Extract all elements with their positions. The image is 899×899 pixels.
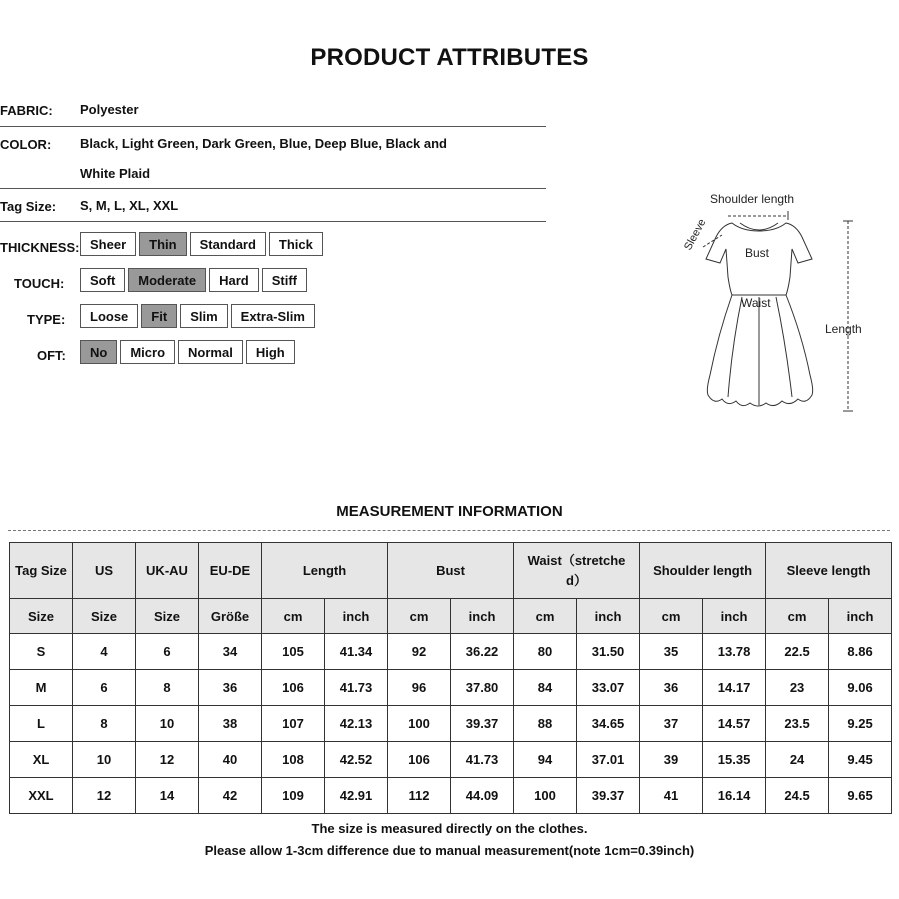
table-cell: 88 (514, 706, 577, 742)
oft-label: OFT: (37, 348, 66, 363)
subheader-cell: Size (10, 599, 73, 634)
tagsize-value: S, M, L, XL, XXL (80, 198, 179, 213)
page-title: PRODUCT ATTRIBUTES (310, 44, 589, 71)
dress-diagram (670, 185, 880, 425)
table-cell: 41.73 (325, 670, 388, 706)
header-row-2 (10, 599, 892, 634)
table-cell: 12 (136, 742, 199, 778)
table-cell: 109 (262, 778, 325, 814)
header-eu-de: EU-DE (199, 543, 262, 599)
oft-option-normal[interactable]: Normal (178, 340, 243, 364)
type-option-loose[interactable]: Loose (80, 304, 138, 328)
table-cell: 92 (388, 634, 451, 670)
table-cell: 14.17 (703, 670, 766, 706)
shoulder-length-label: Shoulder length (710, 192, 795, 206)
header-row-1 (10, 543, 892, 599)
table-cell: 6 (73, 670, 136, 706)
thickness-option-thin[interactable]: Thin (139, 232, 186, 256)
section-divider (8, 530, 890, 531)
table-cell: 106 (262, 670, 325, 706)
table-cell: 42.13 (325, 706, 388, 742)
table-cell: 44.09 (451, 778, 514, 814)
table-cell: 38 (199, 706, 262, 742)
table-cell: 106 (388, 742, 451, 778)
oft-options (80, 340, 295, 364)
fabric-value: Polyester (80, 102, 139, 117)
table-cell: 34 (199, 634, 262, 670)
table-cell: 42.52 (325, 742, 388, 778)
table-cell: 13.78 (703, 634, 766, 670)
table-cell: 100 (388, 706, 451, 742)
measurement-table (9, 542, 892, 814)
table-cell: 9.06 (829, 670, 892, 706)
header-uk-au: UK-AU (136, 543, 199, 599)
table-cell: M (10, 670, 73, 706)
table-row (10, 634, 892, 670)
measurement-title: MEASUREMENT INFORMATION (336, 503, 563, 520)
table-cell: 22.5 (766, 634, 829, 670)
subheader-cell: Größe (199, 599, 262, 634)
table-row (10, 670, 892, 706)
table-cell: 96 (388, 670, 451, 706)
table-cell: 39.37 (451, 706, 514, 742)
touch-option-soft[interactable]: Soft (80, 268, 125, 292)
header-waist-line1: Waist（stretche (527, 552, 626, 568)
oft-option-high[interactable]: High (246, 340, 295, 364)
table-cell: 42.91 (325, 778, 388, 814)
touch-option-moderate[interactable]: Moderate (128, 268, 206, 292)
table-cell: 37.80 (451, 670, 514, 706)
tagsize-row (0, 189, 546, 222)
table-cell: 41 (640, 778, 703, 814)
table-cell: 24 (766, 742, 829, 778)
subheader-cell: inch (703, 599, 766, 634)
table-row (10, 706, 892, 742)
touch-label: TOUCH: (14, 276, 65, 291)
thickness-label: THICKNESS: (0, 240, 80, 255)
color-row (0, 127, 546, 189)
table-cell: 8 (73, 706, 136, 742)
table-cell: 33.07 (577, 670, 640, 706)
sleeve-label: Sleeve (682, 217, 709, 253)
oft-option-no[interactable]: No (80, 340, 117, 364)
table-cell: L (10, 706, 73, 742)
subheader-cell: inch (325, 599, 388, 634)
table-cell: 40 (199, 742, 262, 778)
thickness-option-thick[interactable]: Thick (269, 232, 323, 256)
table-cell: 8 (136, 670, 199, 706)
subheader-cell: inch (829, 599, 892, 634)
table-cell: 15.35 (703, 742, 766, 778)
table-cell: 36.22 (451, 634, 514, 670)
header-bust: Bust (388, 543, 514, 599)
thickness-option-standard[interactable]: Standard (190, 232, 266, 256)
table-cell: 35 (640, 634, 703, 670)
type-options (80, 304, 315, 328)
table-cell: 12 (73, 778, 136, 814)
table-cell: 8.86 (829, 634, 892, 670)
oft-option-micro[interactable]: Micro (120, 340, 175, 364)
subheader-cell: Size (73, 599, 136, 634)
table-cell: 6 (136, 634, 199, 670)
table-row (10, 778, 892, 814)
type-option-extra-slim[interactable]: Extra-Slim (231, 304, 315, 328)
subheader-cell: inch (451, 599, 514, 634)
header-waist (514, 543, 640, 599)
table-cell: 94 (514, 742, 577, 778)
table-cell: 105 (262, 634, 325, 670)
table-cell: 107 (262, 706, 325, 742)
table-cell: 9.65 (829, 778, 892, 814)
touch-options (80, 268, 307, 292)
table-cell: 9.45 (829, 742, 892, 778)
touch-option-stiff[interactable]: Stiff (262, 268, 307, 292)
header-us: US (73, 543, 136, 599)
table-cell: 100 (514, 778, 577, 814)
table-cell: 108 (262, 742, 325, 778)
subheader-cell: Size (136, 599, 199, 634)
table-cell: 80 (514, 634, 577, 670)
subheader-cell: cm (262, 599, 325, 634)
fabric-label: FABRIC: (0, 103, 53, 118)
header-tag-size: Tag Size (10, 543, 73, 599)
subheader-cell: cm (388, 599, 451, 634)
table-cell: 31.50 (577, 634, 640, 670)
table-cell: 37.01 (577, 742, 640, 778)
table-cell: 23.5 (766, 706, 829, 742)
color-value-line1: Black, Light Green, Dark Green, Blue, Deep Blue, Black and (80, 136, 448, 151)
table-cell: 16.14 (703, 778, 766, 814)
bust-label: Bust (745, 246, 770, 260)
table-cell: 84 (514, 670, 577, 706)
table-cell: 112 (388, 778, 451, 814)
subheader-cell: cm (514, 599, 577, 634)
color-value-line2: White Plaid (80, 166, 151, 181)
table-cell: XL (10, 742, 73, 778)
tagsize-label: Tag Size: (0, 199, 57, 214)
subheader-cell: cm (640, 599, 703, 634)
note-line-1: The size is measured directly on the clothes. (311, 821, 588, 836)
color-label: COLOR: (0, 137, 52, 152)
thickness-options (80, 232, 323, 256)
table-cell: 34.65 (577, 706, 640, 742)
table-cell: 14 (136, 778, 199, 814)
table-cell: XXL (10, 778, 73, 814)
thickness-option-sheer[interactable]: Sheer (80, 232, 136, 256)
table-cell: 14.57 (703, 706, 766, 742)
note-line-2: Please allow 1-3cm difference due to manual measurement(note 1cm=0.39inch) (204, 843, 695, 858)
table-cell: 10 (73, 742, 136, 778)
table-cell: 9.25 (829, 706, 892, 742)
type-option-slim[interactable]: Slim (180, 304, 227, 328)
header-waist-line2: d） (566, 572, 587, 588)
header-sleeve-length: Sleeve length (766, 543, 892, 599)
table-cell: 42 (199, 778, 262, 814)
header-shoulder-length: Shoulder length (640, 543, 766, 599)
table-cell: S (10, 634, 73, 670)
length-label: Length (825, 322, 862, 336)
table-cell: 39 (640, 742, 703, 778)
subheader-cell: inch (577, 599, 640, 634)
touch-option-hard[interactable]: Hard (209, 268, 259, 292)
table-cell: 36 (640, 670, 703, 706)
table-cell: 41.34 (325, 634, 388, 670)
type-label: TYPE: (27, 312, 66, 327)
subheader-cell: cm (766, 599, 829, 634)
table-cell: 37 (640, 706, 703, 742)
table-cell: 10 (136, 706, 199, 742)
waist-label: Waist (741, 296, 771, 310)
fabric-row (0, 95, 546, 127)
table-cell: 41.73 (451, 742, 514, 778)
table-row (10, 742, 892, 778)
table-cell: 24.5 (766, 778, 829, 814)
type-option-fit[interactable]: Fit (141, 304, 177, 328)
table-cell: 39.37 (577, 778, 640, 814)
table-cell: 4 (73, 634, 136, 670)
header-length: Length (262, 543, 388, 599)
table-cell: 23 (766, 670, 829, 706)
table-cell: 36 (199, 670, 262, 706)
